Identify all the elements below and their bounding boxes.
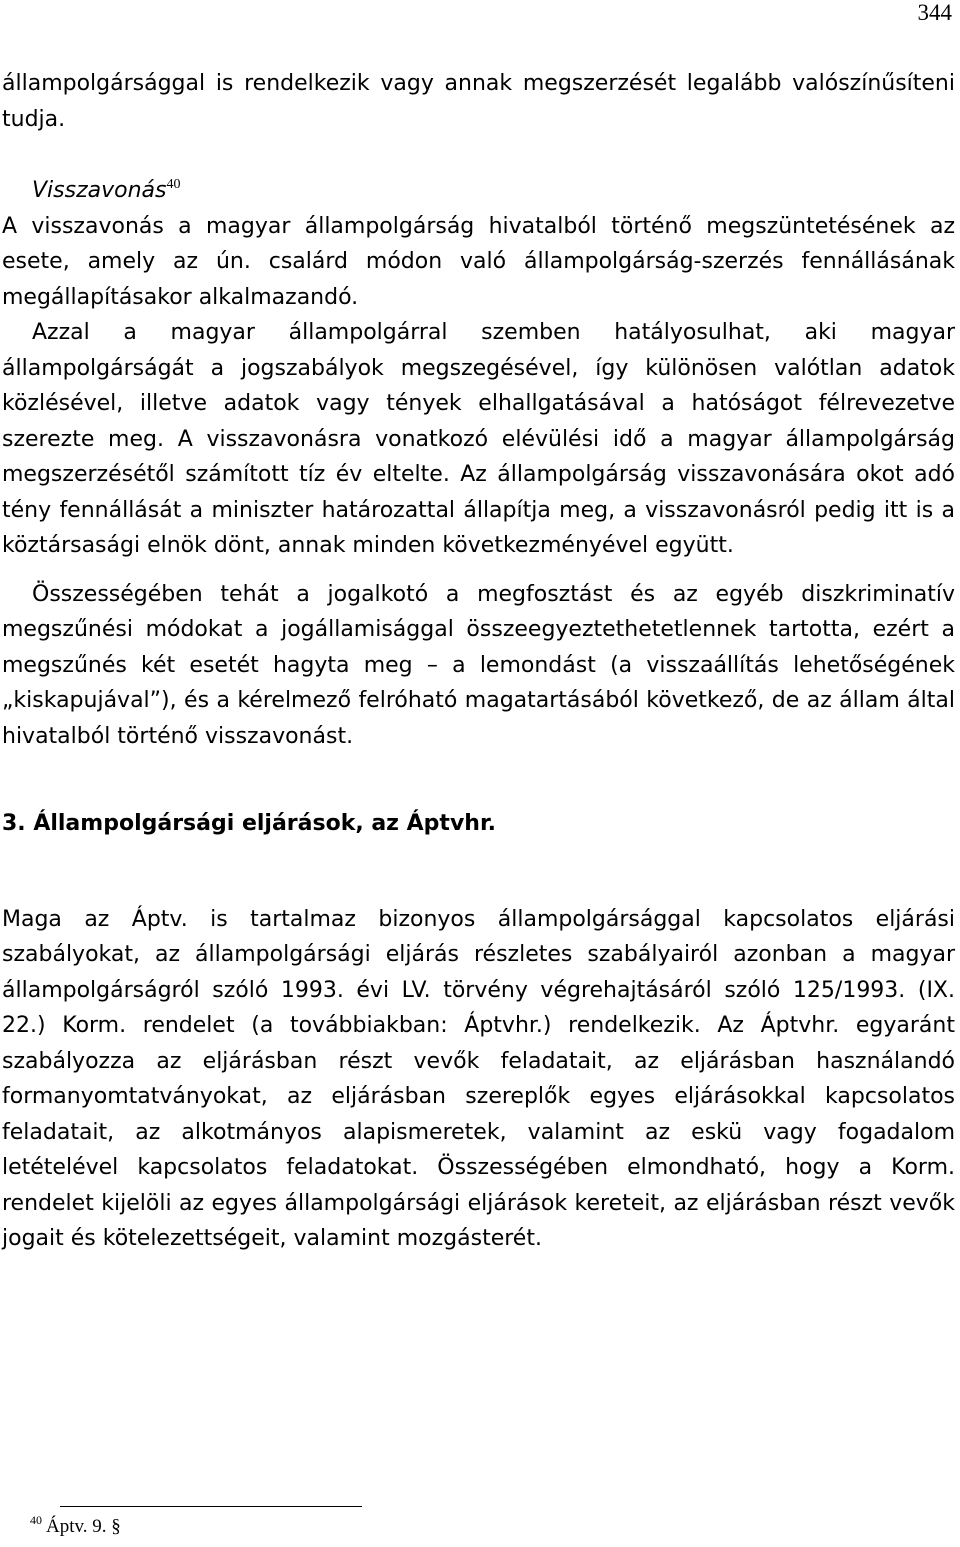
paragraph-visszavonas-definition: A visszavonás a magyar állampolgárság hivatalból történő megszüntetésének az esete, amely az ún. csalárd módon való állampolgárság-szerzés fennállásának megállapításakor alkalmazandó. [2,213,955,310]
footnote-text: Áptv. 9. § [46,1516,121,1537]
paragraph-aptvhr: Maga az Áptv. is tartalmaz bizonyos állampolgársággal kapcsolatos eljárási szabályokat, az állampolgársági eljárás részletes szabályairól azonban a magyar állampolgárságról szóló 1993. évi LV. törvény végrehajtásáról szóló 125/1993. (IX. 22.) Korm. rendelet (a továbbiakban: Áptvhr.) rendelkezik. Az Áptvhr. egyaránt szabályozza az eljárásban részt vevők feladatait, az eljárásban használandó formanyomtatványokat, az eljárásban szereplők egyes eljárásokkal kapcsolatos feladatait, az alkotmányos alapismeretek, valamint az eskü vagy fogadalom letételével kapcsolatos feladatokat. Összességében elmondható, hogy a Korm. rendelet kijelöli az egyes állampolgársági eljárások kereteit, az eljárásban részt vevők jogait és kötelezettségeit, valamint mozgásterét. [2,906,955,1251]
section-title: 3. Állampolgársági eljárások, az Áptvhr. [2,811,497,836]
paragraph-visszavonas-details: Azzal a magyar állampolgárral szemben hatályosulhat, aki magyar állampolgárságát a jogszabályok megszegésével, így különösen valótlan adatok közlésével, illetve adatok vagy tények elhallgatásával a hatóságot félrevezetve szerezte meg. A visszavonásra vonatkozó elévülési idő a magyar állampolgárság megszerzésétől számított tíz év eltelte. Az állampolgárság visszavonására okot adó tény fennállását a miniszter határozattal állapítja meg, a visszavonásról pedig itt is a köztársasági elnök dönt, annak minden következményével együtt. [2,320,955,558]
footnote-reference[interactable]: 40 [166,177,181,192]
subheading-text: Visszavonás [32,178,167,203]
footnote-number: 40 [30,1513,42,1527]
paragraph-summary: Összességében tehát a jogalkotó a megfosztást és az egyéb diszkriminatív megszűnési módokat a jogállamisággal összeegyeztethetetlennek tartotta, ezért a megszűnés két esetét hagyta meg – a lemondást (a visszaállítás lehetőségének „kiskapujával”), és a kérelmező felróható magatartásából következő, de az állam által hivatalból történő visszavonást. [2,581,955,749]
page-number: 344 [917,0,952,25]
footnote-divider [60,1506,362,1507]
subheading-visszavonas [2,173,955,209]
paragraph-continuation: állampolgársággal is rendelkezik vagy annak megszerzését legalább valószínűsíteni tudja. [2,71,955,132]
document-body [2,66,955,1257]
footnote [30,1515,121,1539]
